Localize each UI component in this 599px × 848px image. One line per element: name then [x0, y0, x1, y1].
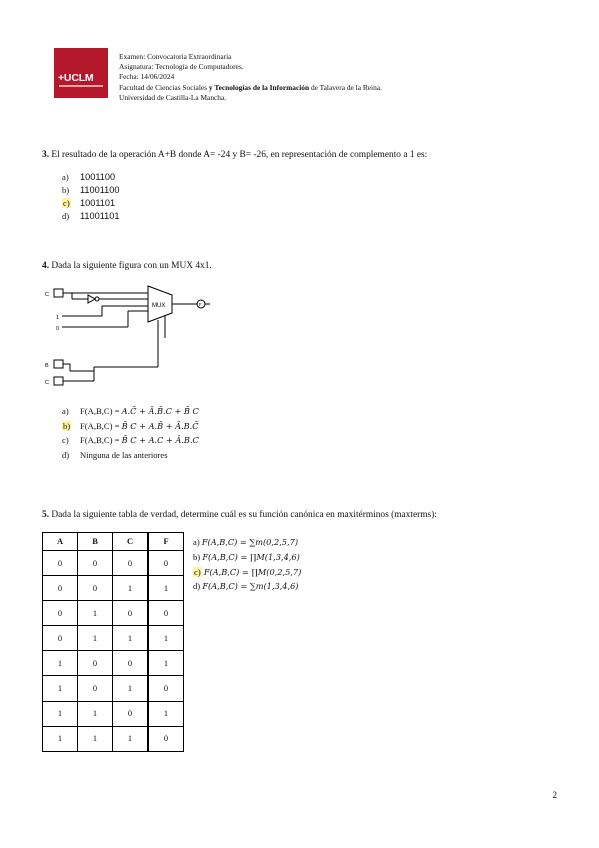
not-gate-symbol	[88, 295, 95, 303]
label-input-b: B	[45, 363, 49, 369]
label-input-1: 1	[56, 315, 60, 321]
option-letter-highlighted: b)	[63, 420, 71, 431]
question-3-options	[62, 171, 120, 223]
q5-option-b[interactable]	[193, 550, 301, 565]
table-row	[43, 551, 184, 576]
table-row	[43, 601, 184, 626]
table-row	[43, 726, 184, 751]
faculty-suffix: de Talavera de la Reina.	[309, 82, 382, 92]
q4-option-d[interactable]	[62, 448, 199, 463]
page-number: 2	[552, 790, 557, 800]
question-4-options	[62, 404, 199, 462]
question-5-number: 5.	[42, 510, 50, 520]
header-date: Fecha: 14/06/2024	[119, 72, 175, 82]
header-cell-a: A	[43, 533, 78, 551]
table-cell: 0	[148, 726, 184, 751]
table-cell: 0	[113, 601, 149, 626]
input-box-b	[54, 360, 63, 368]
option-text: 1001101	[80, 198, 116, 208]
option-prefix: F(A,B,C) =	[80, 435, 122, 445]
question-4-number: 4.	[42, 261, 50, 271]
q3-option-d[interactable]	[62, 210, 120, 223]
faculty-bold: y Tecnologías de la Información	[208, 82, 310, 92]
option-expression: B̄ C + A.C + Ā.B.C	[121, 435, 199, 445]
table-row	[43, 676, 184, 701]
label-input-0: 0	[56, 326, 60, 332]
table-cell: 1	[43, 726, 78, 751]
table-cell: 1	[113, 726, 149, 751]
table-cell: 1	[148, 576, 184, 601]
table-cell: 0	[43, 601, 78, 626]
table-cell: 0	[78, 551, 113, 576]
table-cell: 0	[148, 676, 184, 701]
input-box-c-top	[54, 289, 63, 297]
table-cell: 1	[113, 626, 149, 651]
option-expression: B̄ C + A.B̄ + Ā.B.C̄	[121, 420, 199, 431]
header-subject: Asignatura: Tecnología de Computadores.	[119, 62, 244, 72]
question-5-options	[193, 535, 301, 594]
q5-option-c[interactable]	[193, 565, 301, 580]
option-expression: F(A,B,C) = ∏M(1,3,4,6)	[202, 551, 300, 562]
q3-option-b[interactable]	[62, 184, 120, 197]
label-input-c-top: C	[45, 292, 49, 298]
header-faculty	[119, 83, 382, 93]
table-cell: 1	[43, 651, 78, 676]
table-row	[43, 576, 184, 601]
q4-option-a[interactable]	[62, 404, 199, 419]
header-cell-f: F	[148, 533, 184, 551]
question-4-title	[42, 261, 212, 271]
mux-label: MUX	[152, 303, 166, 309]
question-3-number: 3.	[42, 150, 50, 160]
table-cell: 1	[148, 701, 184, 726]
table-cell: 1	[78, 601, 113, 626]
table-cell: 1	[113, 576, 149, 601]
q4-option-b[interactable]	[62, 419, 199, 434]
table-row	[43, 626, 184, 651]
table-cell: 1	[113, 676, 149, 701]
faculty-prefix: Facultad de Ciencias Sociales	[119, 82, 209, 92]
q5-option-a[interactable]	[193, 535, 301, 550]
table-cell: 0	[113, 701, 149, 726]
option-letter-highlighted: c)	[194, 566, 201, 577]
option-expression: F(A,B,C) = ∑m(0,2,5,7)	[201, 537, 299, 547]
option-letter: b)	[193, 551, 201, 562]
input-box-c-bottom	[54, 377, 63, 385]
q4-option-c[interactable]	[62, 433, 199, 448]
q3-option-c[interactable]	[62, 197, 120, 210]
option-prefix: F(A,B,C) =	[80, 406, 122, 416]
label-output-f: F	[199, 302, 202, 307]
university-logo	[54, 48, 108, 98]
option-letter: a)	[193, 537, 200, 547]
option-letter: c)	[62, 435, 69, 445]
q5-option-d[interactable]	[193, 579, 301, 594]
option-expression: A.C̄ + Ā.B̄.C + B̄ C	[121, 406, 199, 416]
option-prefix: F(A,B,C) =	[80, 420, 122, 431]
truth-table-header-row	[43, 533, 184, 551]
q3-option-a[interactable]	[62, 171, 120, 184]
header-university: Universidad de Castilla-La Mancha.	[119, 92, 227, 102]
table-row	[43, 651, 184, 676]
exam-header	[119, 52, 382, 103]
option-letter: b)	[62, 185, 70, 195]
header-cell-c: C	[113, 533, 149, 551]
question-5-title	[42, 510, 437, 520]
table-cell: 0	[113, 651, 149, 676]
table-cell: 0	[113, 551, 149, 576]
option-text: 11001100	[80, 185, 120, 195]
question-4-text: Dada la siguiente figura con un MUX 4x1.	[51, 261, 212, 271]
option-letter: d)	[193, 581, 201, 592]
option-letter-highlighted: c)	[63, 198, 70, 208]
logo-underline	[59, 85, 103, 87]
table-cell: 1	[148, 651, 184, 676]
table-cell: 0	[78, 676, 113, 701]
table-cell: 0	[43, 626, 78, 651]
option-expression: F(A,B,C) = ∏M(0,2,5,7)	[203, 566, 302, 577]
question-3-title	[42, 150, 427, 160]
table-cell: 1	[43, 701, 78, 726]
table-cell: 0	[148, 551, 184, 576]
table-cell: 0	[148, 601, 184, 626]
option-letter: a)	[62, 406, 69, 416]
option-text: Ninguna de las anteriores	[80, 449, 168, 460]
table-cell: 1	[43, 676, 78, 701]
question-5-text: Dada la siguiente tabla de verdad, determine cuál es su función canónica en maxitérminos (maxterms):	[51, 510, 437, 520]
table-cell: 1	[78, 726, 113, 751]
table-cell: 1	[148, 626, 184, 651]
option-letter: a)	[62, 172, 69, 182]
option-text: 1001100	[80, 172, 116, 182]
option-letter: d)	[62, 211, 70, 221]
table-cell: 1	[78, 701, 113, 726]
table-cell: 0	[78, 651, 113, 676]
option-text: 11001101	[80, 211, 120, 221]
header-exam: Examen: Convocatoria Extraordinaria	[119, 52, 232, 61]
truth-table	[42, 532, 184, 752]
table-cell: 0	[43, 576, 78, 601]
table-cell: 1	[78, 626, 113, 651]
header-cell-b: B	[78, 533, 113, 551]
label-input-c-bottom: C	[45, 380, 49, 386]
table-row	[43, 701, 184, 726]
question-3-text: El resultado de la operación A+B donde A= -24 y B= -26, en representación de complemento a 1 es:	[51, 150, 428, 160]
option-letter: d)	[62, 449, 70, 460]
mux-circuit-figure	[42, 280, 222, 392]
option-expression: F(A,B,C) = ∑m(1,3,4,6)	[202, 581, 299, 592]
table-cell: 0	[78, 576, 113, 601]
table-cell: 0	[43, 551, 78, 576]
logo-text: +UCLM	[58, 72, 94, 84]
